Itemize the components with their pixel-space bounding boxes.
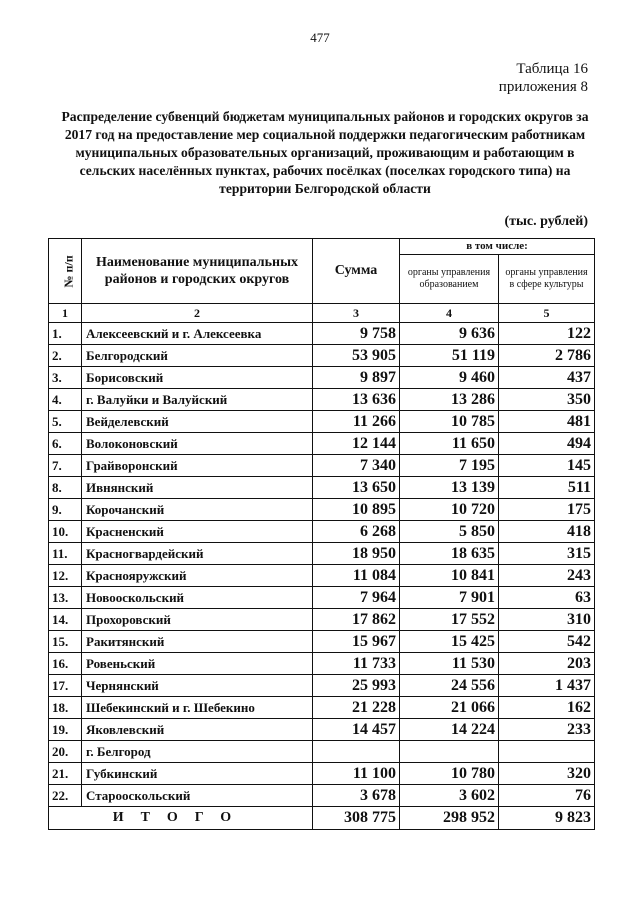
row-number: 16. [49,653,82,675]
row-number: 8. [49,477,82,499]
sum-value: 10 895 [313,499,400,521]
row-number: 6. [49,433,82,455]
culture-value: 2 786 [499,345,595,367]
table-row [49,367,595,389]
culture-value: 203 [499,653,595,675]
municipality-name: Ровеньский [82,653,313,675]
culture-value: 1 437 [499,675,595,697]
table-row [49,653,595,675]
education-value: 7 901 [400,587,499,609]
municipality-name: г. Белгород [82,741,313,763]
table-row [49,323,595,345]
sum-value: 13 636 [313,389,400,411]
education-value: 3 602 [400,785,499,807]
row-number: 7. [49,455,82,477]
sum-value: 25 993 [313,675,400,697]
sum-value: 53 905 [313,345,400,367]
total-row [49,807,595,830]
sum-value: 12 144 [313,433,400,455]
culture-value: 233 [499,719,595,741]
row-number: 21. [49,763,82,785]
total-label: ИТОГО [49,807,313,830]
header-sum: Сумма [313,239,400,304]
row-number: 9. [49,499,82,521]
table-row [49,455,595,477]
sum-value: 13 650 [313,477,400,499]
municipality-name: Вейделевский [82,411,313,433]
sum-value: 11 100 [313,763,400,785]
municipality-name: Губкинский [82,763,313,785]
column-index: 3 [313,304,400,323]
row-number: 13. [49,587,82,609]
table-row [49,719,595,741]
sum-value: 18 950 [313,543,400,565]
table-row [49,631,595,653]
culture-value: 145 [499,455,595,477]
education-value: 11 650 [400,433,499,455]
table-row [49,785,595,807]
header-including: в том числе: [400,239,595,255]
culture-value: 162 [499,697,595,719]
education-value: 17 552 [400,609,499,631]
table-row [49,565,595,587]
sum-value: 17 862 [313,609,400,631]
culture-value: 243 [499,565,595,587]
table-row [49,389,595,411]
row-number: 12. [49,565,82,587]
education-value: 51 119 [400,345,499,367]
table-row [49,697,595,719]
row-number: 10. [49,521,82,543]
table-row [49,499,595,521]
sum-value: 14 457 [313,719,400,741]
document-title: Распределение субвенций бюджетам муниципальных районов и городских округов за 2017 год на предоставление мер социальной поддержки педагогическим работникам муниципальных образовательных организаций, проживающим и работающим в сельских населённых пунктах, рабочих посёлках (поселках городского типа) на территории Белгородской области [61,109,589,196]
sum-value: 21 228 [313,697,400,719]
municipality-name: Красненский [82,521,313,543]
culture-value: 76 [499,785,595,807]
municipality-name: Красногвардейский [82,543,313,565]
subvention-table [48,238,595,830]
sum-value: 15 967 [313,631,400,653]
culture-value: 350 [499,389,595,411]
sum-value: 6 268 [313,521,400,543]
row-number: 1. [49,323,82,345]
sum-value [313,741,400,763]
municipality-name: Ивнянский [82,477,313,499]
culture-value: 320 [499,763,595,785]
culture-value: 122 [499,323,595,345]
row-number: 19. [49,719,82,741]
table-row [49,763,595,785]
education-value: 13 139 [400,477,499,499]
table-row [49,521,595,543]
sum-value: 9 758 [313,323,400,345]
units-label: (тыс. рублей) [504,214,588,229]
education-value: 10 780 [400,763,499,785]
municipality-name: Краснояружский [82,565,313,587]
sum-value: 9 897 [313,367,400,389]
table-ref-line2: приложения 8 [498,79,588,95]
education-value: 9 636 [400,323,499,345]
education-value [400,741,499,763]
municipality-name: Ракитянский [82,631,313,653]
column-index: 4 [400,304,499,323]
culture-value: 511 [499,477,595,499]
education-value: 11 530 [400,653,499,675]
municipality-name: Чернянский [82,675,313,697]
column-index: 5 [499,304,595,323]
sum-value: 3 678 [313,785,400,807]
municipality-name: Алексеевский и г. Алексеевка [82,323,313,345]
education-value: 10 720 [400,499,499,521]
education-value: 21 066 [400,697,499,719]
education-value: 15 425 [400,631,499,653]
sum-value: 11 733 [313,653,400,675]
table-row [49,345,595,367]
table-row [49,675,595,697]
row-number: 11. [49,543,82,565]
education-value: 10 785 [400,411,499,433]
culture-value [499,741,595,763]
culture-value: 437 [499,367,595,389]
row-number: 3. [49,367,82,389]
table-row [49,741,595,763]
sum-value: 7 964 [313,587,400,609]
municipality-name: Прохоровский [82,609,313,631]
municipality-name: Новооскольский [82,587,313,609]
municipality-name: Старооскольский [82,785,313,807]
table-row [49,433,595,455]
sum-value: 7 340 [313,455,400,477]
row-number: 22. [49,785,82,807]
culture-value: 63 [499,587,595,609]
culture-value: 175 [499,499,595,521]
header-row-number: № п/п [49,239,82,304]
row-number: 4. [49,389,82,411]
culture-value: 310 [499,609,595,631]
municipality-name: г. Валуйки и Валуйский [82,389,313,411]
education-value: 9 460 [400,367,499,389]
municipality-name: Корочанский [82,499,313,521]
table-row [49,609,595,631]
education-value: 10 841 [400,565,499,587]
total-culture: 9 823 [499,807,595,830]
total-sum: 308 775 [313,807,400,830]
municipality-name: Белгородский [82,345,313,367]
row-number: 18. [49,697,82,719]
table-ref-line1: Таблица 16 [516,61,588,77]
education-value: 13 286 [400,389,499,411]
municipality-name: Борисовский [82,367,313,389]
education-value: 18 635 [400,543,499,565]
table-row [49,477,595,499]
municipality-name: Яковлевский [82,719,313,741]
row-number: 17. [49,675,82,697]
header-municipality-name: Наименование муниципальных районов и городских округов [82,239,313,304]
total-education: 298 952 [400,807,499,830]
education-value: 24 556 [400,675,499,697]
sum-value: 11 266 [313,411,400,433]
column-index: 2 [82,304,313,323]
row-number: 14. [49,609,82,631]
row-number: 5. [49,411,82,433]
column-index: 1 [49,304,82,323]
table-row [49,543,595,565]
culture-value: 418 [499,521,595,543]
row-number: 15. [49,631,82,653]
municipality-name: Волоконовский [82,433,313,455]
table-row [49,587,595,609]
culture-value: 542 [499,631,595,653]
education-value: 5 850 [400,521,499,543]
education-value: 14 224 [400,719,499,741]
header-education-bodies: органы управления образованием [400,254,499,303]
municipality-name: Грайворонский [82,455,313,477]
sum-value: 11 084 [313,565,400,587]
municipality-name: Шебекинский и г. Шебекино [82,697,313,719]
education-value: 7 195 [400,455,499,477]
culture-value: 481 [499,411,595,433]
culture-value: 315 [499,543,595,565]
row-number: 2. [49,345,82,367]
table-row [49,411,595,433]
table-reference [499,60,588,96]
header-culture-bodies: органы управления в сфере культуры [499,254,595,303]
column-index-row [49,304,595,323]
row-number: 20. [49,741,82,763]
culture-value: 494 [499,433,595,455]
page-number: 477 [310,30,330,45]
